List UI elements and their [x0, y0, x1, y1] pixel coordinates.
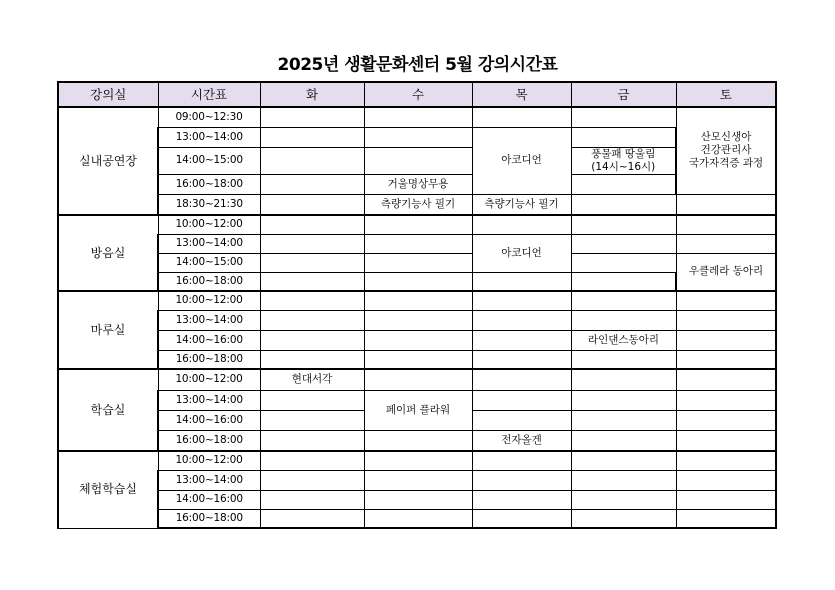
table-row: [58, 310, 776, 330]
time-cell: 13:00~14:00: [158, 470, 260, 490]
empty-cell: [472, 291, 571, 310]
empty-cell: [676, 291, 776, 310]
empty-cell: [571, 107, 676, 127]
table-row: [58, 430, 776, 451]
room-experience: 체험학습실: [58, 451, 158, 528]
empty-cell: [571, 194, 676, 215]
empty-cell: [260, 509, 364, 528]
empty-cell: [472, 369, 571, 390]
empty-cell: [364, 350, 472, 369]
empty-cell: [571, 215, 676, 234]
time-cell: 10:00~12:00: [158, 451, 260, 470]
empty-cell: [260, 470, 364, 490]
empty-cell: [364, 215, 472, 234]
time-cell: 13:00~14:00: [158, 390, 260, 410]
empty-cell: [571, 470, 676, 490]
table-row: [58, 194, 776, 215]
class-label: 아코디언: [501, 246, 542, 259]
class-label: 우클레라 동아리: [688, 265, 764, 278]
empty-cell: [571, 410, 676, 430]
empty-cell: [364, 369, 472, 390]
header-thu: 목: [472, 82, 571, 107]
class-cell: [676, 107, 776, 194]
empty-cell: [260, 215, 364, 234]
empty-cell: [571, 272, 676, 291]
empty-cell: [364, 253, 472, 272]
table-row: [58, 330, 776, 350]
time-cell: 14:00~15:00: [158, 253, 260, 272]
empty-cell: [472, 390, 571, 410]
class-label: 산모신생아 건강관리사 국가자격증 과정: [688, 131, 764, 170]
empty-cell: [676, 509, 776, 528]
empty-cell: [472, 509, 571, 528]
room-performance-hall: 실내공연장: [58, 107, 158, 215]
empty-cell: [364, 272, 472, 291]
empty-cell: [676, 369, 776, 390]
empty-cell: [676, 310, 776, 330]
empty-cell: [260, 272, 364, 291]
empty-cell: [676, 410, 776, 430]
empty-cell: [364, 430, 472, 451]
empty-cell: [676, 194, 776, 215]
table-row: [58, 253, 776, 272]
empty-cell: [472, 272, 571, 291]
empty-cell: [472, 350, 571, 369]
empty-cell: [364, 127, 472, 147]
table-row: [58, 174, 776, 194]
empty-cell: [571, 390, 676, 410]
header-fri: 금: [571, 82, 676, 107]
empty-cell: [260, 107, 364, 127]
time-cell: 13:00~14:00: [158, 234, 260, 253]
table-row: [58, 291, 776, 310]
time-cell: 10:00~12:00: [158, 369, 260, 390]
header-time: 시간표: [158, 82, 260, 107]
empty-cell: [472, 470, 571, 490]
time-cell: 14:00~16:00: [158, 490, 260, 509]
empty-cell: [364, 234, 472, 253]
empty-cell: [364, 147, 472, 174]
empty-cell: [571, 509, 676, 528]
class-cell: [571, 330, 676, 350]
empty-cell: [260, 330, 364, 350]
table-row: [58, 215, 776, 234]
table-row: [58, 350, 776, 369]
table-row: [58, 451, 776, 470]
time-cell: 16:00~18:00: [158, 509, 260, 528]
empty-cell: [364, 490, 472, 509]
empty-cell: [571, 291, 676, 310]
table-row: [58, 509, 776, 528]
empty-cell: [571, 490, 676, 509]
class-cell: [364, 174, 472, 194]
room-floor-hall: 마루실: [58, 291, 158, 369]
empty-cell: [472, 330, 571, 350]
table-row: [58, 272, 776, 291]
room-study: 학습실: [58, 369, 158, 451]
timetable: [57, 81, 777, 529]
empty-cell: [364, 107, 472, 127]
empty-cell: [472, 410, 571, 430]
empty-cell: [571, 350, 676, 369]
table-row: [58, 369, 776, 390]
empty-cell: [364, 330, 472, 350]
empty-cell: [472, 490, 571, 509]
time-cell: 10:00~12:00: [158, 291, 260, 310]
empty-cell: [676, 234, 776, 253]
class-cell: [260, 369, 364, 390]
time-cell: 13:00~14:00: [158, 127, 260, 147]
empty-cell: [260, 234, 364, 253]
header-row: [58, 82, 776, 107]
empty-cell: [676, 330, 776, 350]
empty-cell: [260, 194, 364, 215]
time-cell: 16:00~18:00: [158, 430, 260, 451]
class-cell: [364, 390, 472, 430]
time-cell: 18:30~21:30: [158, 194, 260, 215]
table-row: [58, 490, 776, 509]
room-soundproof: 방음실: [58, 215, 158, 291]
empty-cell: [472, 215, 571, 234]
empty-cell: [260, 390, 364, 410]
empty-cell: [571, 253, 676, 272]
empty-cell: [571, 310, 676, 330]
class-label: 라인댄스동아리: [587, 333, 659, 346]
time-cell: 16:00~18:00: [158, 350, 260, 369]
header-room: 강의실: [58, 82, 158, 107]
empty-cell: [571, 127, 676, 147]
empty-cell: [364, 291, 472, 310]
empty-cell: [571, 174, 676, 194]
empty-cell: [472, 107, 571, 127]
empty-cell: [364, 509, 472, 528]
empty-cell: [676, 470, 776, 490]
empty-cell: [676, 490, 776, 509]
empty-cell: [364, 451, 472, 470]
empty-cell: [571, 451, 676, 470]
empty-cell: [260, 253, 364, 272]
empty-cell: [676, 451, 776, 470]
empty-cell: [676, 350, 776, 369]
empty-cell: [676, 430, 776, 451]
class-cell: [364, 194, 472, 215]
empty-cell: [260, 451, 364, 470]
class-cell: [472, 234, 571, 272]
empty-cell: [676, 390, 776, 410]
empty-cell: [260, 127, 364, 147]
table-row: [58, 107, 776, 127]
empty-cell: [364, 470, 472, 490]
empty-cell: [260, 490, 364, 509]
time-cell: 09:00~12:30: [158, 107, 260, 127]
class-label: 현대서각: [291, 373, 333, 386]
class-cell: [571, 147, 676, 174]
table-row: [58, 147, 776, 174]
empty-cell: [364, 310, 472, 330]
class-label: 풍물패 땅울림 (14시~16시): [591, 147, 656, 173]
time-cell: 16:00~18:00: [158, 272, 260, 291]
empty-cell: [676, 215, 776, 234]
class-cell: [676, 253, 776, 291]
header-wed: 수: [364, 82, 472, 107]
class-cell: [472, 127, 571, 194]
page-title: 2025년 생활문화센터 5월 강의시간표: [277, 55, 558, 75]
empty-cell: [260, 174, 364, 194]
time-cell: 14:00~15:00: [158, 147, 260, 174]
class-label: 페이퍼 플라워: [385, 403, 451, 416]
table-row: [58, 127, 776, 147]
class-label: 전자올겐: [501, 433, 542, 446]
table-row: [58, 390, 776, 410]
empty-cell: [260, 430, 364, 451]
class-cell: [472, 194, 571, 215]
header-sat: 토: [676, 82, 776, 107]
time-cell: 14:00~16:00: [158, 410, 260, 430]
table-row: [58, 234, 776, 253]
empty-cell: [260, 291, 364, 310]
time-cell: 13:00~14:00: [158, 310, 260, 330]
empty-cell: [571, 369, 676, 390]
class-label: 측량기능사 필기: [380, 197, 456, 210]
empty-cell: [472, 451, 571, 470]
time-cell: 16:00~18:00: [158, 174, 260, 194]
empty-cell: [571, 234, 676, 253]
empty-cell: [260, 410, 364, 430]
time-cell: 10:00~12:00: [158, 215, 260, 234]
empty-cell: [260, 310, 364, 330]
time-cell: 14:00~16:00: [158, 330, 260, 350]
class-cell: [472, 430, 571, 451]
empty-cell: [472, 310, 571, 330]
class-label: 거울명상무용: [387, 177, 449, 190]
empty-cell: [260, 147, 364, 174]
empty-cell: [260, 350, 364, 369]
empty-cell: [571, 430, 676, 451]
table-row: [58, 470, 776, 490]
class-label: 측량기능사 필기: [484, 197, 559, 210]
header-tue: 화: [260, 82, 364, 107]
class-label: 아코디언: [501, 154, 542, 166]
